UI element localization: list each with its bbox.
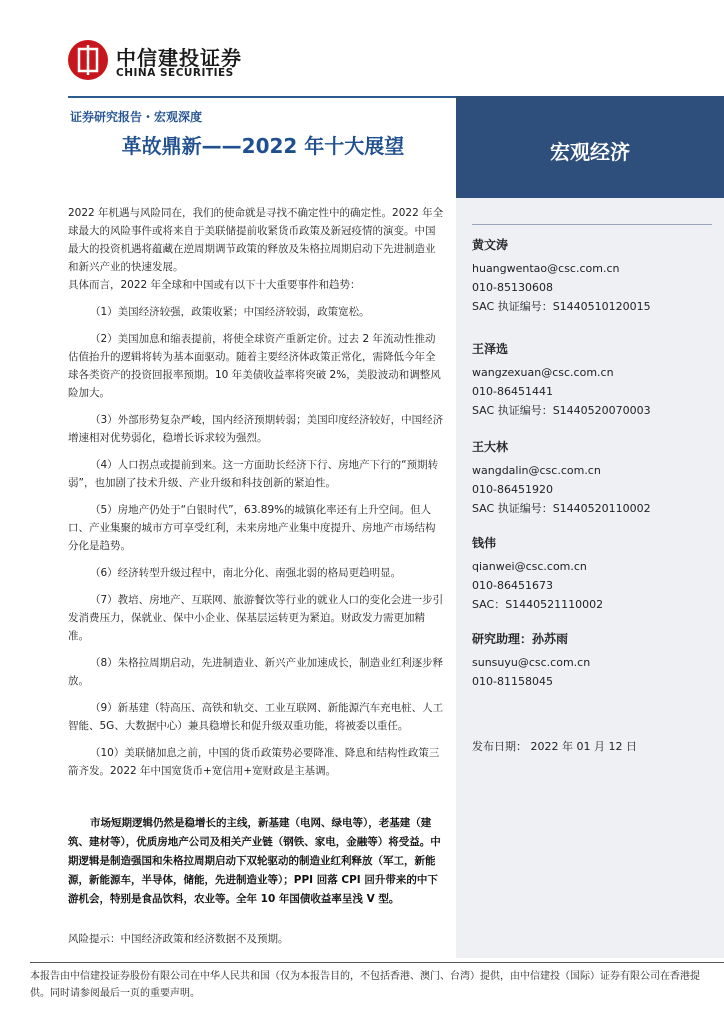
analyst-card bbox=[472, 534, 712, 614]
analyst-email[interactable]: huangwentao@csc.com.cn bbox=[472, 262, 620, 275]
section-name: 宏观经济 bbox=[550, 140, 630, 164]
publish-date: 发布日期： 2022 年 01 月 12 日 bbox=[472, 740, 637, 753]
report-title: 革故鼎新——2022 年十大展望 bbox=[121, 134, 405, 158]
analyst-name: 黄文涛 bbox=[472, 238, 509, 252]
trend-item: （3）外部形势复杂严峻，国内经济预期转弱；美国印度经济较好，中国经济增速相对优势弱化，稳增长诉求较为强烈。 bbox=[68, 414, 444, 444]
analyst-phone: 010-86451673 bbox=[472, 579, 553, 592]
trend-item: （7）教培、房地产、互联网、旅游餐饮等行业的就业人口的变化会进一步引发消费压力，保就业、保中小企业、保基层运转更为紧迫。财政发力需更加精准。 bbox=[68, 594, 444, 642]
risk-warning: 风险提示：中国经济政策和经济数据不及预期。 bbox=[68, 933, 289, 945]
citic-logo-icon bbox=[68, 40, 108, 80]
analyst-card bbox=[472, 630, 712, 691]
analyst-card bbox=[472, 236, 712, 316]
conclusion-paragraph: 市场短期逻辑仍然是稳增长的主线，新基建（电网、绿电等），老基建（建筑、建材等），优质房地产公司及相关产业链（钢铁、家电，金融等）将受益。中期逻辑是制造强国和朱格拉周期启动下双轮驱动的制造业红利释放（军工，新能源，新能源车，半导体，储能，先进制造业等）；PPI 回落 CPI 回升带来的中下游机会，特别是食品饮料，农业等。全年 10 年国债收益率呈浅 V 型。 bbox=[68, 817, 441, 905]
analyst-email[interactable]: wangzexuan@csc.com.cn bbox=[472, 366, 614, 379]
trend-item: （8）朱格拉周期启动，先进制造业、新兴产业加速成长，制造业红利逐步释放。 bbox=[68, 657, 444, 687]
trend-item: （9）新基建（特高压、高铁和轨交、工业互联网、新能源汽车充电桩、人工智能、5G、大数据中心）兼具稳增长和促升级双重功能，将被委以重任。 bbox=[68, 702, 444, 732]
footer-divider bbox=[30, 962, 724, 963]
analyst-license: SAC 执证编号：S1440520070003 bbox=[472, 404, 651, 417]
analyst-license: SAC：S1440521110002 bbox=[472, 598, 604, 611]
analyst-phone: 010-81158045 bbox=[472, 675, 553, 688]
analyst-phone: 010-86451920 bbox=[472, 483, 553, 496]
conclusion-block bbox=[68, 814, 444, 909]
analyst-email[interactable]: qianwei@csc.com.cn bbox=[472, 560, 587, 573]
analyst-phone: 010-86451441 bbox=[472, 385, 553, 398]
analyst-email[interactable]: sunsuyu@csc.com.cn bbox=[472, 656, 591, 669]
analyst-email[interactable]: wangdalin@csc.com.cn bbox=[472, 464, 601, 477]
trend-item: （5）房地产仍处于“白银时代”，63.89%的城镇化率还有上升空间。但人口、产业集聚的城市方可享受红利，未来房地产业集中度提升、房地产市场结构分化是趋势。 bbox=[68, 504, 436, 552]
logo-chinese-name: 中信建投证券 bbox=[116, 46, 242, 70]
analyst-license: SAC 执证编号：S1440510120015 bbox=[472, 300, 651, 313]
lead-paragraph: 具体而言，2022 年全球和中国或有以下十大重要事件和趋势： bbox=[68, 279, 361, 291]
analyst-card bbox=[472, 438, 712, 518]
trend-item: （1）美国经济较强，政策收紧；中国经济较弱，政策宽松。 bbox=[90, 306, 370, 318]
logo-english-name: CHINA SECURITIES bbox=[116, 67, 234, 79]
analyst-name: 研究助理：孙苏雨 bbox=[472, 632, 569, 646]
report-body bbox=[68, 204, 444, 780]
analyst-card bbox=[472, 340, 712, 420]
analyst-name: 钱伟 bbox=[472, 536, 497, 550]
trend-item: （6）经济转型升级过程中，南北分化、南强北弱的格局更趋明显。 bbox=[90, 567, 402, 579]
header-divider bbox=[68, 96, 456, 98]
trend-item: （10）美联储加息之前，中国的货币政策势必要降准、降息和结构性政策三箭齐发。2022 年中国宽货币+宽信用+宽财政是主基调。 bbox=[68, 747, 440, 777]
report-type: 证券研究报告・宏观深度 bbox=[70, 110, 203, 124]
trend-item: （4）人口拐点或提前到来。这一方面助长经济下行、房地产下行的“预期转弱”，也加剧了技术升级、产业升级和科技创新的紧迫性。 bbox=[68, 459, 439, 489]
sidebar-divider bbox=[472, 224, 712, 225]
analyst-name: 王大林 bbox=[472, 440, 509, 454]
analyst-license: SAC 执证编号：S1440520110002 bbox=[472, 502, 651, 515]
analyst-phone: 010-85130608 bbox=[472, 281, 553, 294]
disclaimer: 本报告由中信建投证券股份有限公司在中华人民共和国（仅为本报告目的，不包括香港、澳门、台湾）提供，由中信建投（国际）证券有限公司在香港提供。同时请参阅最后一页的重要声明。 bbox=[30, 971, 700, 999]
intro-paragraph: 2022 年机遇与风险同在，我们的使命就是寻找不确定性中的确定性。2022 年全球最大的风险事件或将来自于美联储提前收紧货币政策及新冠疫情的演变。中国最大的投资机遇将蕴藏在逆周期调节政策的释放及朱格拉周期启动下先进制造业和新兴产业的快速发展。 bbox=[68, 207, 444, 273]
trend-item: （2）美国加息和缩表提前，将使全球资产重新定价。过去 2 年流动性推动估值抬升的逻辑将转为基本面驱动。随着主要经济体政策正常化，需降低今年全球各类资产的投资回报率预期。10 年美债收益率将突破 2%，美股波动和调整风险加大。 bbox=[68, 333, 441, 399]
company-logo bbox=[68, 40, 268, 84]
analyst-name: 王泽选 bbox=[472, 342, 509, 356]
